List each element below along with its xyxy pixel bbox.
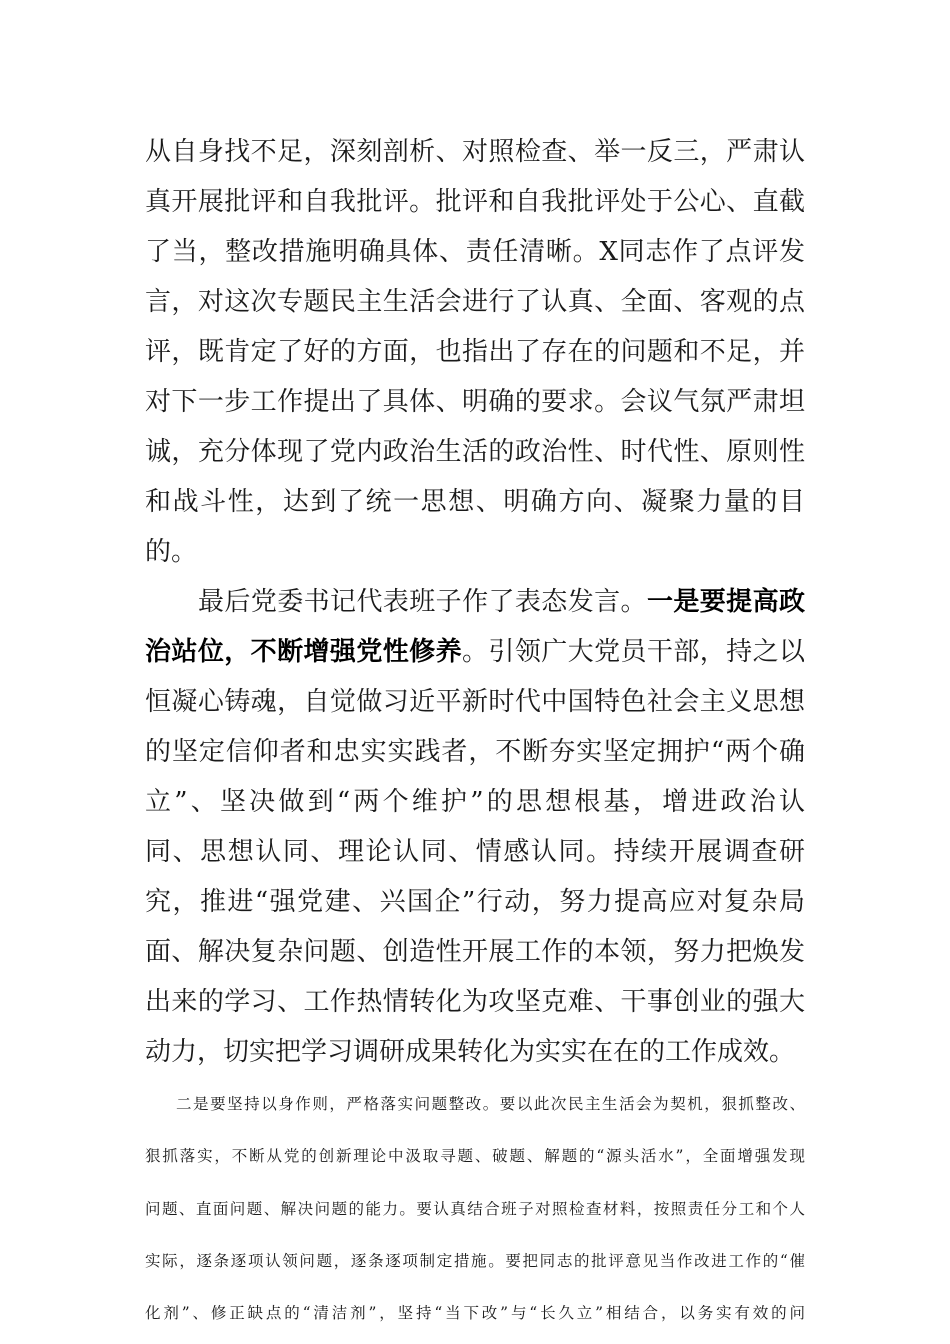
paragraph-2-line-8: 面、解决复杂问题、创造性开展工作的本领，努力把焕发 (145, 937, 805, 967)
paragraph-1-line-6: 对下一步工作提出了具体、明确的要求。会议气氛严肃坦 (145, 387, 805, 417)
paragraph-2-line-5: 立”、坚决做到“两个维护”的思想根基，增进政治认 (145, 787, 805, 817)
paragraph-2-line-3: 恒凝心铸魂，自觉做习近平新时代中国特色社会主义思想 (145, 687, 805, 717)
paragraph-1-line-5: 评，既肯定了好的方面，也指出了存在的问题和不足，并 (145, 337, 805, 367)
paragraph-1-line-7: 诚，充分体现了党内政治生活的政治性、时代性、原则性 (145, 437, 805, 467)
paragraph-2-line-1 (198, 577, 805, 627)
paragraph-1-line-2: 真开展批评和自我批评。批评和自我批评处于公心、直截 (145, 187, 805, 217)
paragraph-2-line-10: 动力，切实把学习调研成果转化为实实在在的工作成效。 (145, 1037, 796, 1067)
paragraph-2-intro-text: 最后党委书记代表班子作了表态发言。 (198, 587, 647, 617)
paragraph-2-line-2-text: 。引领广大党员干部，持之以 (462, 637, 805, 667)
paragraph-2-bold-heading-start: 一是要提高政 (646, 587, 805, 617)
paragraph-2-line-2 (145, 627, 805, 677)
paragraph-1-line-3: 了当，整改措施明确具体、责任清晰。X同志作了点评发 (145, 237, 805, 267)
paragraph-2-bold-heading-end: 治站位，不断增强党性修养 (145, 637, 462, 667)
paragraph-2-line-6: 同、思想认同、理论认同、情感认同。持续开展调查研 (145, 837, 805, 867)
paragraph-3-line-4: 实际，逐条逐项认领问题，逐条逐项制定措施。要把同志的批评意见当作改进工作的“催 (145, 1252, 805, 1270)
paragraph-3-line-5: 化剂”、修正缺点的“清洁剂”，坚持“当下改”与“长久立”相结合，以务实有效的问 (145, 1304, 805, 1322)
paragraph-3-line-2: 狠抓落实，不断从党的创新理论中汲取寻题、破题、解题的“源头活水”，全面增强发现 (145, 1147, 805, 1165)
paragraph-1-line-9: 的。 (145, 537, 198, 567)
paragraph-1-line-8: 和战斗性，达到了统一思想、明确方向、凝聚力量的目 (145, 487, 805, 517)
paragraph-3-line-1: 二是要坚持以身作则，严格落实问题整改。要以此次民主生活会为契机，狠抓整改、 (176, 1095, 805, 1113)
paragraph-2-line-4: 的坚定信仰者和忠实实践者，不断夯实坚定拥护“两个确 (145, 737, 805, 767)
paragraph-3-line-3: 问题、直面问题、解决问题的能力。要认真结合班子对照检查材料，按照责任分工和个人 (145, 1200, 805, 1218)
paragraph-1-line-1: 从自身找不足，深刻剖析、对照检查、举一反三，严肃认 (145, 137, 805, 167)
paragraph-1-line-4: 言，对这次专题民主生活会进行了认真、全面、客观的点 (145, 287, 805, 317)
paragraph-2-line-7: 究，推进“强党建、兴国企”行动，努力提高应对复杂局 (145, 887, 805, 917)
paragraph-2-line-9: 出来的学习、工作热情转化为攻坚克难、干事创业的强大 (145, 987, 805, 1017)
